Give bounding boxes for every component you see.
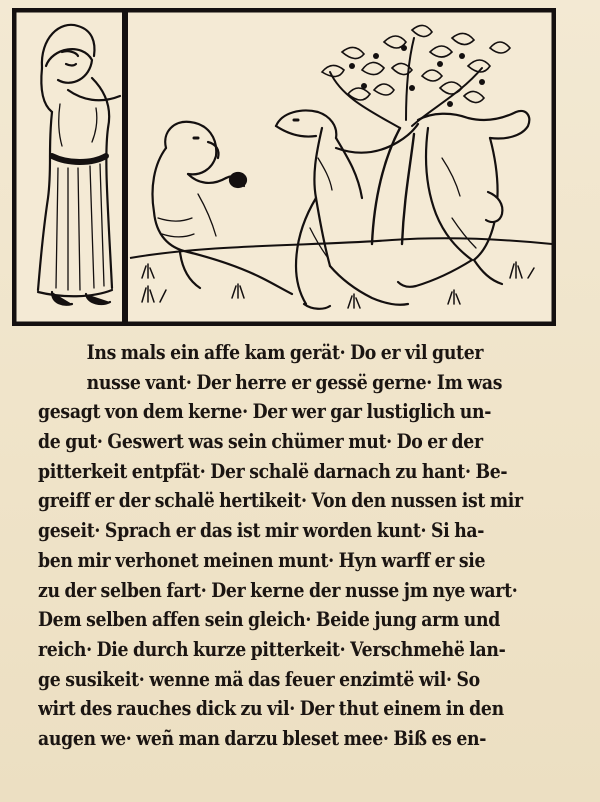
text-line: ge susikeit· wenne mä das feuer enzimtë wil· So (38, 667, 480, 691)
text-line: Ins mals ein affe kam gerät· Do er vil guter (86, 341, 484, 364)
text-line: geseit· Sprach er das ist mir worden kunt· Si ha- (38, 519, 485, 543)
text-line: wirt des rauches dick zu vil· Der thut einem in den (38, 697, 504, 721)
text-line: greiff er der schalë hertikeit· Von den nussen ist mir (38, 489, 523, 513)
text-line: de gut· Geswert was sein chümer mut· Do er der (38, 430, 483, 454)
text-line: augen we· weñ man darzu bleset mee· Biß es en- (38, 726, 487, 750)
text-line: reich· Die durch kurze pitterkeit· Verschmehë lan- (38, 637, 506, 661)
blackletter-text (38, 338, 578, 754)
text-line: zu der selben fart· Der kerne der nusse jm nye wart· (38, 578, 518, 602)
text-line: gesagt von dem kerne· Der wer gar lustiglich un- (38, 400, 492, 424)
text-line: pitterkeit entpfät· Der schalë darnach zu hant· Be- (38, 459, 508, 483)
text-line: nusse vant· Der herre er gessë gerne· Im was (86, 370, 503, 394)
woodcut-illustration (12, 8, 556, 326)
text-line: ben mir verhonet meinen munt· Hyn warff er sie (38, 548, 486, 572)
text-line: Dem selben affen sein gleich· Beide jung arm und (38, 608, 500, 632)
